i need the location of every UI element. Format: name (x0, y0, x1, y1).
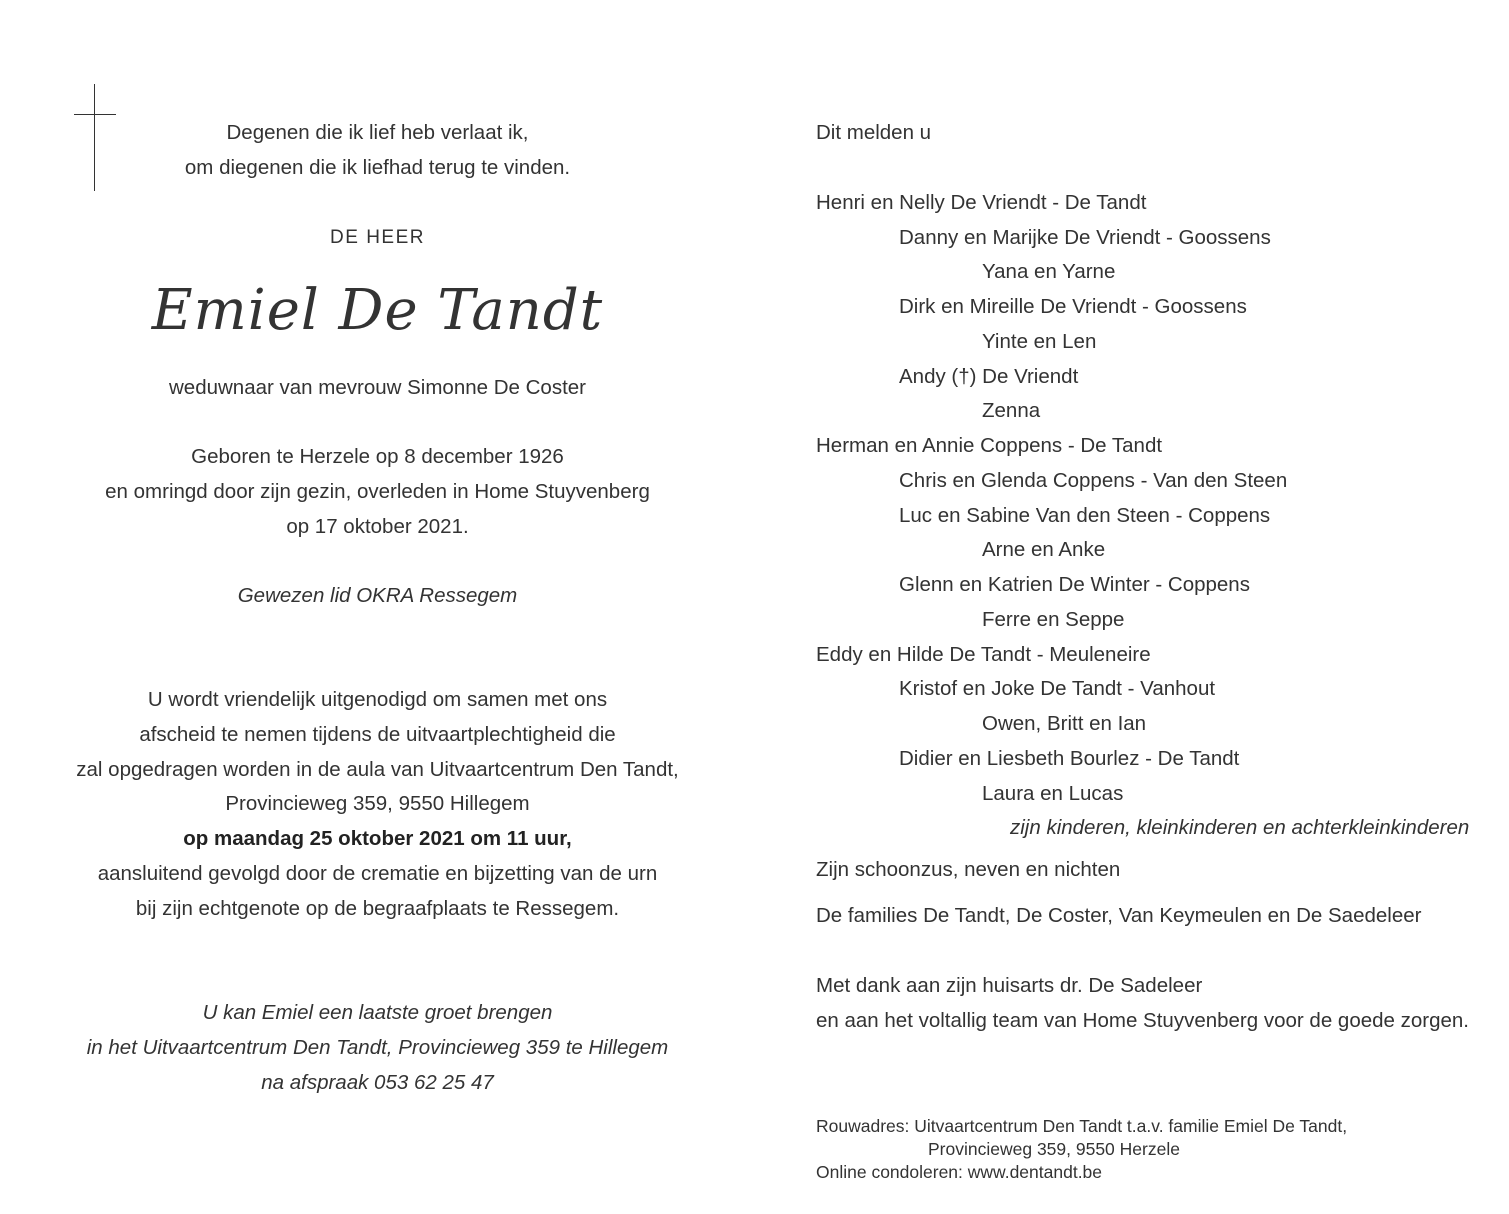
family-member: Didier en Liesbeth Bourlez - De Tandt (899, 747, 1240, 770)
family-member: Dirk en Mireille De Vriendt - Goossens (899, 295, 1247, 318)
invitation-line: U wordt vriendelijk uitgenodigd om samen met ons (147, 688, 608, 711)
mourning-address-line: Provincieweg 359, 9550 Herzele (928, 1139, 1180, 1159)
footer-contact (816, 1115, 1347, 1184)
invitation-block (60, 683, 695, 927)
family-member: Luc en Sabine Van den Steen - Coppens (899, 504, 1271, 527)
birth-death-line: op 17 oktober 2021. (286, 514, 469, 538)
family-member: Danny en Marijke De Vriendt - Goossens (899, 226, 1271, 249)
in-laws-line: Zijn schoonzus, neven en nichten (816, 858, 1121, 881)
family-member: Kristof en Joke De Tandt - Vanhout (899, 677, 1216, 700)
family-member: Chris en Glenda Coppens - Van den Steen (899, 469, 1288, 492)
family-member: Andy (†) De Vriendt (899, 365, 1079, 388)
motto-line: om diegenen die ik liefhad terug te vinden. (184, 155, 571, 179)
visit-line: U kan Emiel een laatste groet brengen (202, 1001, 553, 1024)
deceased-name: Emiel De Tandt (151, 278, 604, 343)
family-member: Eddy en Hilde De Tandt - Meuleneire (816, 643, 1151, 666)
family-member: Glenn en Katrien De Winter - Coppens (899, 573, 1250, 596)
invitation-line: Provincieweg 359, 9550 Hillegem (225, 792, 530, 816)
visit-line: in het Uitvaartcentrum Den Tandt, Provincieweg 359 te Hillegem (86, 1035, 669, 1059)
membership-line: Gewezen lid OKRA Ressegem (237, 584, 518, 607)
birth-death-block (60, 440, 695, 544)
motto-line: Degenen die ik lief heb verlaat ik, (226, 121, 529, 144)
family-member: Ferre en Seppe (982, 608, 1125, 631)
title-de-heer: DE HEER (330, 227, 425, 248)
families-line: De families De Tandt, De Coster, Van Keymeulen en De Saedeleer (816, 904, 1422, 927)
family-member: Yana en Yarne (982, 260, 1116, 283)
family-member: Zenna (982, 399, 1041, 422)
funeral-date-time: op maandag 25 oktober 2021 om 11 uur, (183, 827, 572, 851)
visit-block (60, 996, 695, 1100)
invitation-line: zal opgedragen worden in de aula van Uitvaartcentrum Den Tandt, (76, 757, 679, 781)
thanks-line: Met dank aan zijn huisarts dr. De Sadeleer (816, 974, 1203, 997)
family-member: Yinte en Len (982, 330, 1097, 353)
invitation-line: bij zijn echtgenote op de begraafplaats te Ressegem. (135, 896, 620, 920)
online-condolence-line: Online condoleren: www.dentandt.be (816, 1162, 1103, 1182)
family-member: Arne en Anke (982, 538, 1106, 561)
visit-line: na afspraak 053 62 25 47 (261, 1070, 494, 1094)
family-member: Herman en Annie Coppens - De Tandt (816, 434, 1163, 457)
family-caption: zijn kinderen, kleinkinderen en achterkleinkinderen (1010, 816, 1470, 839)
family-member: Laura en Lucas (982, 782, 1124, 805)
birth-death-line: en omringd door zijn gezin, overleden in Home Stuyvenberg (105, 479, 650, 503)
announcement-intro: Dit melden u (816, 121, 932, 144)
invitation-line: afscheid te nemen tijdens de uitvaartplechtigheid die (139, 722, 616, 746)
family-member: Owen, Britt en Ian (982, 712, 1147, 735)
motto (60, 116, 695, 186)
widower-line: weduwnaar van mevrouw Simonne De Coster (168, 376, 587, 399)
mourning-address-line: Rouwadres: Uitvaartcentrum Den Tandt t.a.v. familie Emiel De Tandt, (816, 1116, 1348, 1136)
birth-death-line: Geboren te Herzele op 8 december 1926 (191, 445, 564, 468)
invitation-line: aansluitend gevolgd door de crematie en bijzetting van de urn (97, 861, 658, 885)
thanks-line: en aan het voltallig team van Home Stuyvenberg voor de goede zorgen. (816, 1009, 1469, 1032)
family-member: Henri en Nelly De Vriendt - De Tandt (816, 191, 1147, 214)
